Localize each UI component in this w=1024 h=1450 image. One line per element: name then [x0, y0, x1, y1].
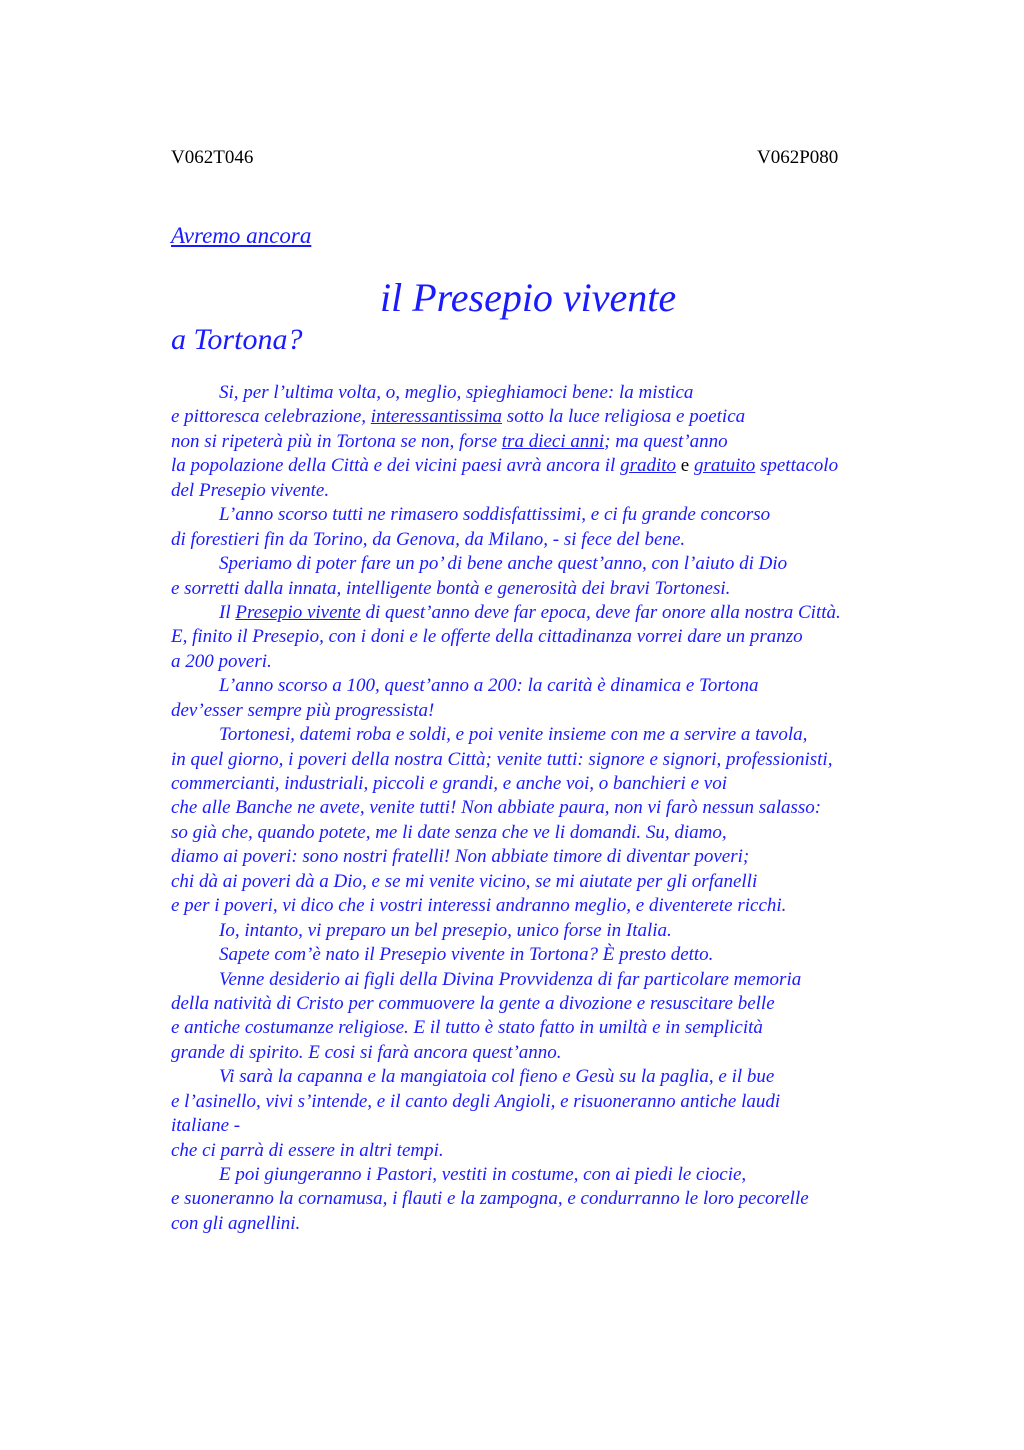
body-line: Tortonesi, datemi roba e soldi, e poi venite insieme con me a servire a tavola,	[219, 724, 808, 746]
article-subtitle: a Tortona?	[171, 323, 303, 356]
body-line: chi dà ai poveri dà a Dio, e se mi venite vicino, se mi aiutate per gli orfanelli	[171, 870, 758, 892]
body-line: so già che, quando potete, me li date senza che ve li domandi. Su, diamo,	[171, 821, 727, 843]
document-code-right: V062P080	[757, 147, 839, 168]
body-text-span: spettacolo	[755, 455, 839, 477]
body-line	[171, 454, 911, 478]
body-line: commercianti, industriali, piccoli e grandi, e anche voi, o banchieri e voi	[171, 773, 727, 794]
underlined-phrase: gratuito	[693, 455, 756, 477]
body-line: Venne desiderio ai figli della Divina Provvidenza di far particolare memoria	[219, 968, 802, 990]
body-line: dev’esser sempre più progressista!	[171, 699, 435, 721]
body-text-span: di quest’anno deve far epoca, deve far onore alla nostra Città.	[360, 601, 841, 623]
body-line: diamo ai poveri: sono nostri fratelli! Non abbiate timore di diventar poveri;	[171, 846, 750, 868]
body-line: E poi giungeranno i Pastori, vestiti in costume, con ai piedi le ciocie,	[219, 1164, 747, 1185]
body-text-span: e pittoresca celebrazione,	[171, 406, 371, 428]
body-line: e suoneranno la cornamusa, i flauti e la zampogna, e condurranno le loro pecorelle	[171, 1188, 809, 1210]
conjunction: e	[680, 455, 690, 477]
body-line: in quel giorno, i poveri della nostra Città; venite tutti: signore e signori, professionisti,	[171, 748, 833, 770]
article-title: il Presepio vivente	[380, 275, 677, 320]
underlined-phrase: interessantissima	[370, 406, 503, 428]
body-line: con gli agnellini.	[171, 1212, 301, 1234]
body-line: Vi sarà la capanna e la mangiatoia col fieno e Gesù su la paglia, e il bue	[219, 1066, 775, 1088]
body-line: che alle Banche ne avete, venite tutti! Non abbiate paura, non vi farò nessun salasso:	[171, 797, 822, 819]
body-line	[171, 430, 911, 454]
body-line: Speriamo di poter fare un po’ di bene anche quest’anno, con l’aiuto di Dio	[219, 553, 788, 575]
body-text-span: ; ma quest’anno	[604, 430, 728, 452]
body-line: e per i poveri, vi dico che i vostri interessi andranno meglio, e diventerete ricchi.	[171, 895, 787, 917]
underlined-phrase: tra dieci anni	[501, 430, 605, 452]
underlined-phrase: gradito	[620, 455, 677, 477]
body-line: e l’asinello, vivi s’intende, e il canto degli Angioli, e risuoneranno antiche laudi	[171, 1090, 781, 1112]
body-line: di forestieri fin da Torino, da Genova, da Milano, - si fece del bene.	[171, 528, 686, 550]
body-line: della natività di Cristo per commuovere la gente a divozione e resuscitare belle	[171, 992, 775, 1014]
body-line: Si, per l’ultima volta, o, meglio, spieghiamoci bene: la mistica	[219, 382, 694, 403]
body-line: che ci parrà di essere in altri tempi.	[171, 1139, 444, 1161]
body-text-span: Il	[219, 601, 236, 623]
article-body	[171, 381, 911, 1236]
body-line: Sapete com’è nato il Presepio vivente in Tortona? È presto detto.	[219, 944, 714, 966]
article-kicker: Avremo ancora	[171, 223, 312, 248]
body-line: Io, intanto, vi preparo un bel presepio, unico forse in Italia.	[219, 919, 672, 941]
body-line: del Presepio vivente.	[171, 479, 330, 501]
body-line: grande di spirito. E cosi si farà ancora quest’anno.	[171, 1041, 562, 1063]
body-text-span: non si ripeterà più in Tortona se non, forse	[171, 430, 502, 452]
body-line: e sorretti dalla innata, intelligente bontà e generosità dei bravi Tortonesi.	[171, 577, 731, 599]
underlined-phrase: Presepio vivente	[235, 601, 361, 623]
body-line: L’anno scorso a 100, quest’anno a 200: la carità è dinamica e Tortona	[219, 675, 759, 697]
body-line	[171, 405, 911, 429]
body-line: italiane -	[171, 1115, 241, 1137]
body-text-span: la popolazione della Città e dei vicini paesi avrà ancora il	[171, 455, 621, 477]
body-line: L’anno scorso tutti ne rimasero soddisfattissimi, e ci fu grande concorso	[219, 504, 771, 526]
body-line: E, finito il Presepio, con i doni e le offerte della cittadinanza vorrei dare un pranzo	[171, 626, 803, 648]
body-line: a 200 poveri.	[171, 650, 272, 672]
body-line: e antiche costumanze religiose. E il tutto è stato fatto in umiltà e in semplicità	[171, 1017, 763, 1039]
document-code-left: V062T046	[171, 147, 254, 168]
body-text-span: sotto la luce religiosa e poetica	[502, 406, 746, 428]
body-line	[171, 601, 911, 625]
